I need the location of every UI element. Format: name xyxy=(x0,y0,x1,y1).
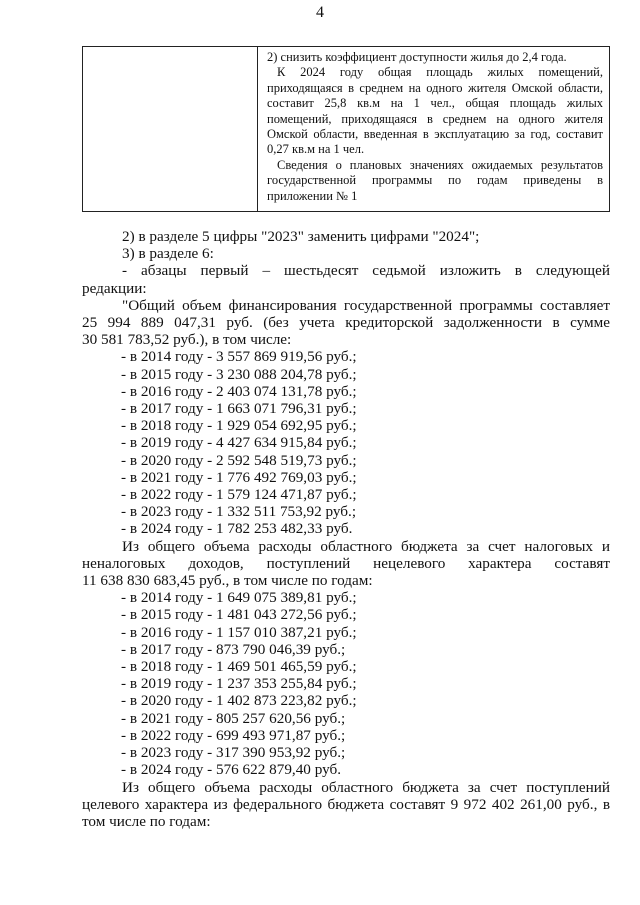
table-right-cell xyxy=(258,47,609,211)
list-item: - в 2017 году - 873 790 046,39 руб.; xyxy=(121,640,346,658)
regional-line-3: 11 638 830 683,45 руб., в том числе по годам: xyxy=(82,572,373,590)
total-by-year-list xyxy=(82,348,610,537)
regional-line-1: Из общего объема расходы областного бюджета за счет налоговых и xyxy=(122,537,610,555)
item-3: 3) в разделе 6: xyxy=(122,245,214,263)
list-item: - в 2023 году - 317 390 953,92 руб.; xyxy=(121,744,346,762)
list-item: - в 2018 году - 1 929 054 692,95 руб.; xyxy=(121,417,357,435)
document-body xyxy=(82,228,610,830)
list-item: - в 2020 году - 2 592 548 519,73 руб.; xyxy=(121,451,357,469)
list-item: - в 2021 году - 805 257 620,56 руб.; xyxy=(121,709,346,727)
dash-paragraph-line-1: - абзацы первый – шестьдесят седьмой изложить в следующей xyxy=(122,262,610,280)
regional-by-year-list xyxy=(82,589,610,778)
list-item: - в 2019 году - 1 237 353 255,84 руб.; xyxy=(121,675,357,693)
list-item: - в 2022 году - 1 579 124 471,87 руб.; xyxy=(121,486,357,504)
list-item: - в 2017 году - 1 663 071 796,31 руб.; xyxy=(121,400,357,418)
list-item: - в 2018 году - 1 469 501 465,59 руб.; xyxy=(121,658,357,676)
list-item: - в 2024 году - 1 782 253 482,33 руб. xyxy=(121,520,353,538)
list-item: - в 2014 году - 1 649 075 389,81 руб.; xyxy=(121,589,357,607)
list-item: - в 2023 году - 1 332 511 753,92 руб.; xyxy=(121,503,357,521)
regional-line-2: неналоговых доходов, поступлений нецелевого характера составят xyxy=(82,554,610,572)
list-item: - в 2016 году - 2 403 074 131,78 руб.; xyxy=(121,382,357,400)
page-number: 4 xyxy=(316,4,324,21)
list-item: - в 2015 году - 3 230 088 204,78 руб.; xyxy=(121,365,357,383)
results-table xyxy=(82,46,610,212)
federal-line-2: целевого характера из федерального бюджета составят 9 972 402 261,00 руб., в xyxy=(82,795,610,813)
list-item: - в 2022 году - 699 493 971,87 руб.; xyxy=(121,726,346,744)
list-item: - в 2020 году - 1 402 873 223,82 руб.; xyxy=(121,692,357,710)
federal-line-3: том числе по годам: xyxy=(82,812,211,830)
list-item: - в 2024 году - 576 622 879,40 руб. xyxy=(121,761,342,779)
list-item: - в 2014 году - 3 557 869 919,56 руб.; xyxy=(121,348,357,366)
list-item: - в 2015 году - 1 481 043 272,56 руб.; xyxy=(121,606,357,624)
total-line-2: 25 994 889 047,31 руб. (без учета кредиторской задолженности в сумме xyxy=(82,314,610,332)
table-cell-line-2: К 2024 году общая площадь жилых помещений, приходящаяся в среднем на одного жителя Омской области, составит 25,8 кв.м на 1 чел., общая площадь жилых помещений, приходящаяся в среднем на одного жителя Омской области, введенная в эксплуатацию за год, составит 0,27 кв.м на 1 чел. xyxy=(267,65,603,157)
table-left-cell xyxy=(83,47,258,211)
table-cell-line-3: Сведения о плановых значениях ожидаемых результатов государственной программы по годам приведены в приложении № 1 xyxy=(267,157,603,203)
table-cell-line-1: 2) снизить коэффициент доступности жилья до 2,4 года. xyxy=(267,50,567,64)
total-line-1: "Общий объем финансирования государственной программы составляет xyxy=(122,296,610,314)
list-item: - в 2019 году - 4 427 634 915,84 руб.; xyxy=(121,434,357,452)
dash-paragraph-line-2: редакции: xyxy=(82,279,147,297)
list-item: - в 2016 году - 1 157 010 387,21 руб.; xyxy=(121,623,357,641)
item-2: 2) в разделе 5 цифры "2023" заменить цифрами "2024"; xyxy=(122,228,480,245)
total-line-3: 30 581 783,52 руб.), в том числе: xyxy=(82,331,292,349)
federal-line-1: Из общего объема расходы областного бюджета за счет поступлений xyxy=(122,778,610,796)
list-item: - в 2021 году - 1 776 492 769,03 руб.; xyxy=(121,468,357,486)
